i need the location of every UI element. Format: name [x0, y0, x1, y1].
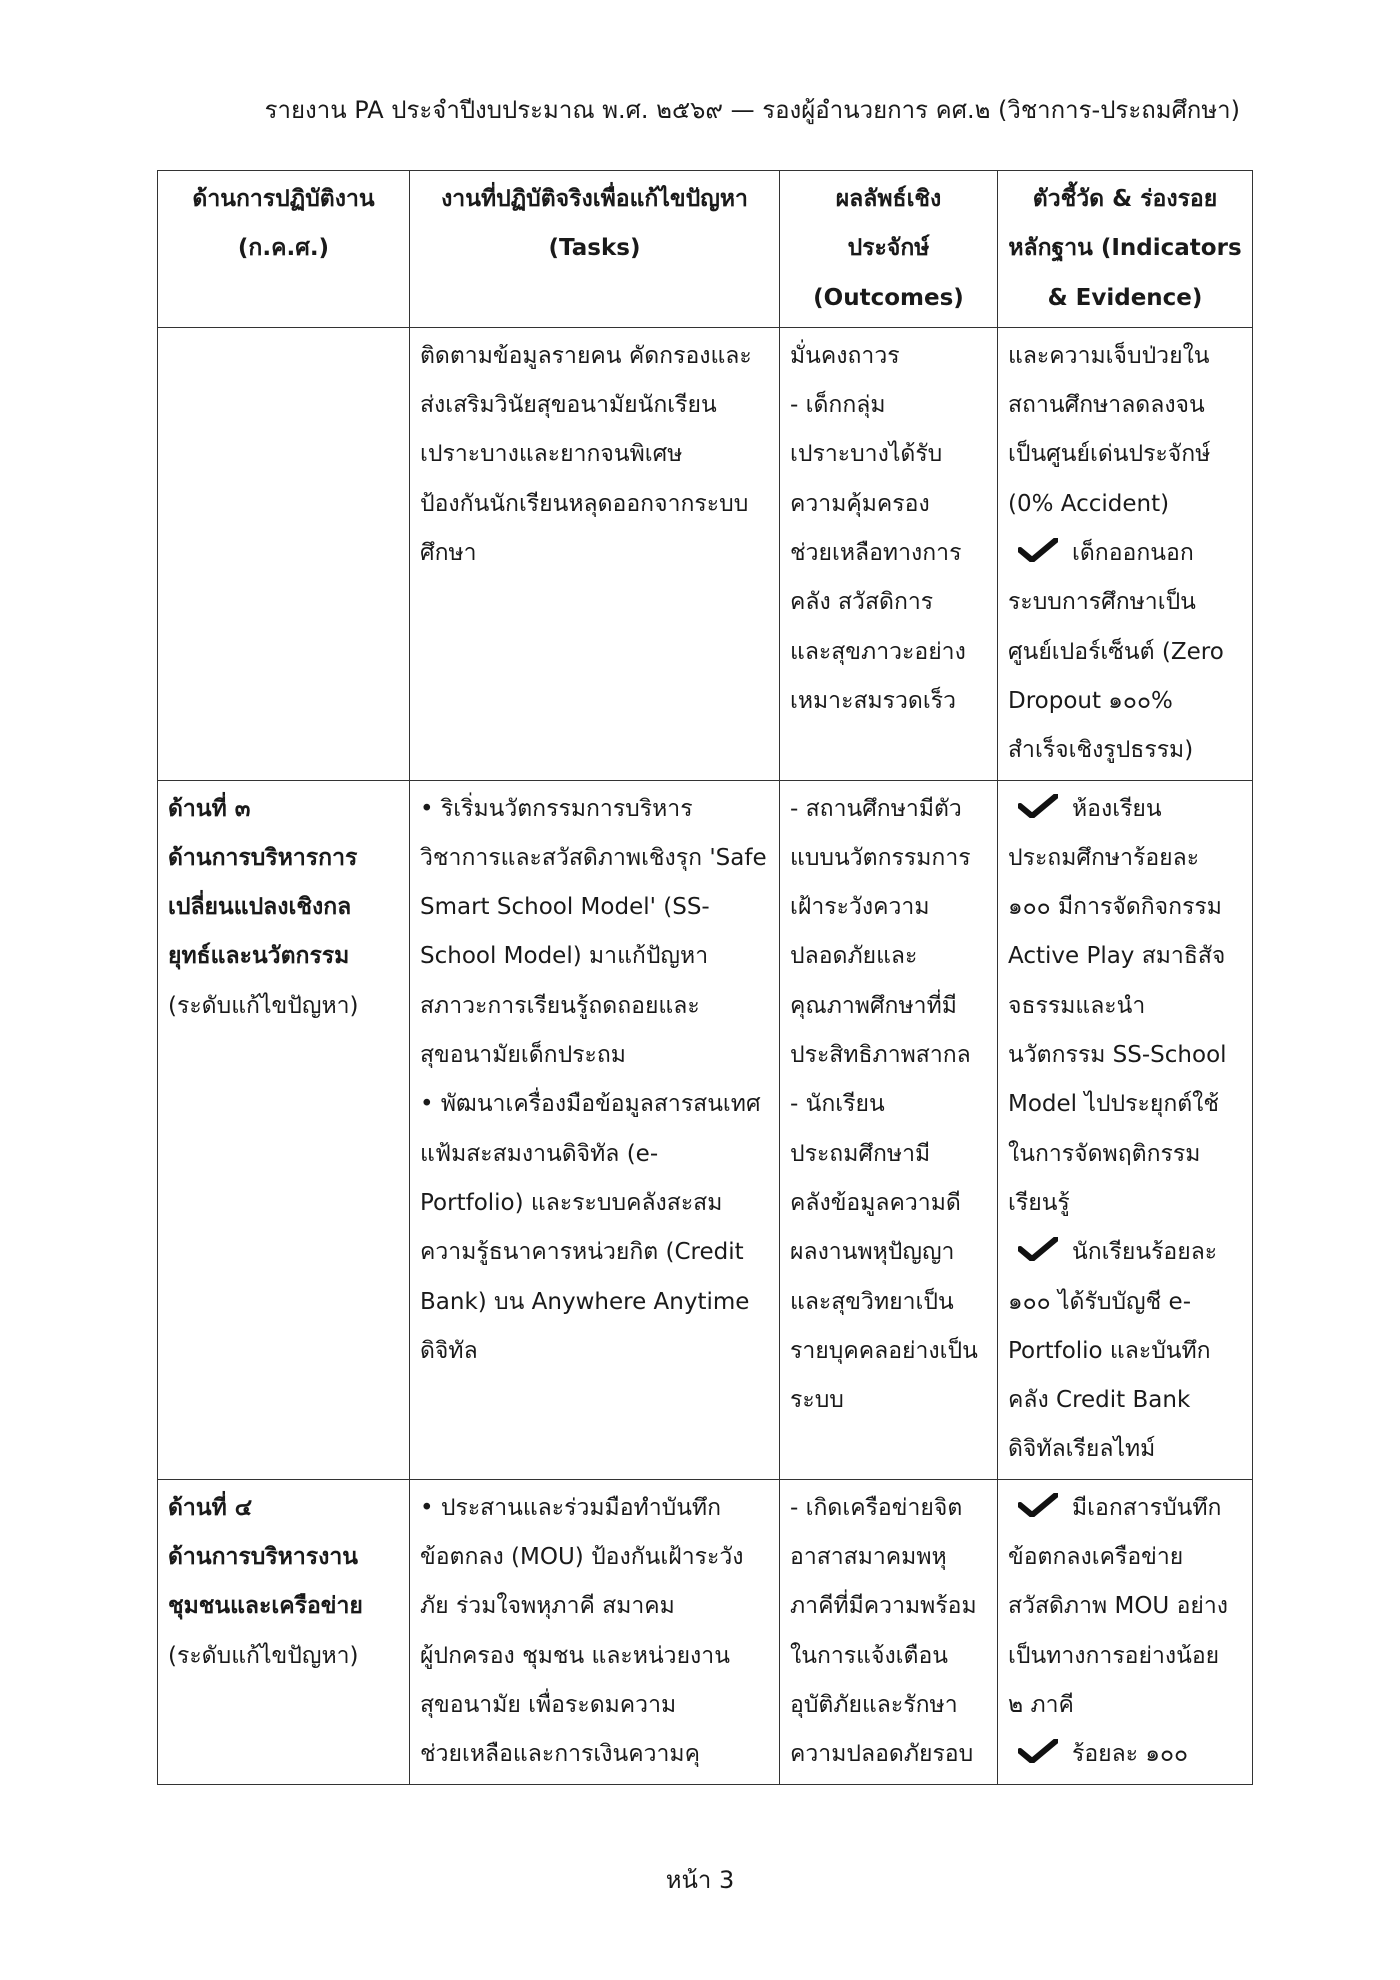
- outcome-line: อาสาสมาคมพหุ: [790, 1544, 947, 1571]
- evidence-line: [1008, 1228, 1242, 1277]
- task-line: • ประสานและร่วมมือทำบันทึก: [420, 1494, 722, 1521]
- domain-title-line: ด้านการบริหารการ: [168, 844, 358, 871]
- checkmark-icon: [1018, 794, 1058, 818]
- evidence-line: ๑๐๐ ได้รับบัญชี e-: [1008, 1288, 1192, 1315]
- column-header-line: งานที่ปฏิบัติจริงเพื่อแก้ไขปัญหา: [441, 186, 748, 212]
- outcome-line: และสุขวิทยาเป็น: [790, 1288, 954, 1315]
- domain-level: (ระดับแก้ไขปัญหา): [168, 1642, 359, 1669]
- evidence-item: [1008, 332, 1242, 529]
- tasks-cell: [410, 780, 780, 1479]
- domain-level: (ระดับแก้ไขปัญหา): [168, 992, 359, 1019]
- column-header-line: หลักฐาน (Indicators: [1008, 235, 1242, 262]
- evidence-line: ๑๐๐ มีการจัดกิจกรรม: [1008, 894, 1222, 921]
- outcome-line: คุณภาพศึกษาที่มี: [790, 992, 957, 1019]
- evidence-line: สวัสดิภาพ MOU อย่าง: [1008, 1593, 1229, 1620]
- task-line: วิชาการและสวัสดิภาพเชิงรุก 'Safe: [420, 844, 767, 871]
- evidence-line: ในการจัดพฤติกรรม: [1008, 1140, 1201, 1167]
- evidence-text: ห้องเรียน: [1072, 795, 1162, 822]
- outcome-line: คลังข้อมูลความดี: [790, 1189, 961, 1216]
- task-line: Portfolio) และระบบคลังสะสม: [420, 1189, 723, 1216]
- task-line: ส่งเสริมวินัยสุขอนามัยนักเรียน: [420, 392, 717, 419]
- outcomes-cell: [780, 780, 998, 1479]
- outcome-line: คลัง สวัสดิการ: [790, 589, 934, 616]
- evidence-line: ระบบการศึกษาเป็น: [1008, 589, 1196, 616]
- task-line: สุขอนามัยเด็กประถม: [420, 1042, 626, 1069]
- evidence-item: [1008, 529, 1242, 775]
- task-line: ข้อตกลง (MOU) ป้องกันเฝ้าระวัง: [420, 1544, 744, 1571]
- evidence-line: ๒ ภาคี: [1008, 1691, 1074, 1718]
- evidence-text: ร้อยละ ๑๐๐: [1072, 1741, 1189, 1768]
- task-line: • ริเริ่มนวัตกรรมการบริหาร: [420, 795, 693, 822]
- domain-title-line: ชุมชนและเครือข่าย: [168, 1593, 363, 1620]
- outcome-line: ผลงานพหุปัญญา: [790, 1239, 955, 1266]
- domain-cell: [158, 327, 410, 780]
- outcome-line: ความปลอดภัยรอบ: [790, 1741, 974, 1768]
- evidence-line: Dropout ๑๐๐%: [1008, 687, 1173, 714]
- domain-title-line: ด้านการบริหารงาน: [168, 1544, 359, 1571]
- evidence-item: [1008, 785, 1242, 1229]
- domain-title-line: ด้านที่ ๔: [168, 1494, 253, 1521]
- column-header-outcomes: [780, 171, 998, 328]
- evidence-line: สำเร็จเชิงรูปธรรม): [1008, 737, 1194, 764]
- task-line: ภัย ร่วมใจพหุภาคี สมาคม: [420, 1593, 675, 1620]
- evidence-text: เด็กออกนอก: [1072, 540, 1194, 567]
- column-header-line: (ก.ค.ศ.): [237, 235, 330, 262]
- evidence-line: Portfolio และบันทึก: [1008, 1337, 1211, 1364]
- outcome-line: ประถมศึกษามี: [790, 1140, 931, 1167]
- task-line: ป้องกันนักเรียนหลุดออกจากระบบ: [420, 490, 749, 517]
- outcome-line: แบบนวัตกรรมการ: [790, 844, 971, 871]
- task-line: ดิจิทัล: [420, 1337, 478, 1364]
- evidence-line: เรียนรู้: [1008, 1189, 1070, 1216]
- outcome-line: และสุขภาวะอย่าง: [790, 638, 966, 665]
- evidence-line: ดิจิทัลเรียลไทม์: [1008, 1436, 1156, 1463]
- task-line: Smart School Model' (SS-: [420, 894, 710, 921]
- evidence-line: [1008, 529, 1242, 578]
- outcome-line: - เด็กกลุ่ม: [790, 392, 886, 419]
- outcome-line: ประสิทธิภาพสากล: [790, 1042, 971, 1069]
- outcome-line: เปราะบางได้รับ: [790, 441, 943, 468]
- running-header: รายงาน PA ประจำปีงบประมาณ พ.ศ. ๒๕๖๙ — รองผู้อำนวยการ คศ.๒ (วิชาการ-ประถมศึกษา): [264, 96, 1240, 124]
- outcome-line: เฝ้าระวังความ: [790, 894, 930, 921]
- task-line: แฟ้มสะสมงานดิจิทัล (e-: [420, 1140, 659, 1167]
- task-line: ศึกษา: [420, 540, 477, 567]
- table-row: [158, 327, 1253, 780]
- evidence-line: ศูนย์เปอร์เซ็นต์ (Zero: [1008, 638, 1224, 665]
- outcome-line: - เกิดเครือข่ายจิต: [790, 1494, 963, 1521]
- table-row: [158, 1479, 1253, 1784]
- evidence-line: และความเจ็บป่วยใน: [1008, 342, 1210, 369]
- outcomes-cell: [780, 327, 998, 780]
- domain-cell: [158, 1479, 410, 1784]
- domain-title-line: เปลี่ยนแปลงเชิงกล: [168, 894, 352, 921]
- page-number: หน้า 3: [665, 1866, 735, 1894]
- evidence-text: มีเอกสารบันทึก: [1072, 1494, 1222, 1521]
- column-header-domain: [158, 171, 410, 328]
- outcome-line: ความคุ้มครอง: [790, 490, 930, 517]
- task-line: สภาวะการเรียนรู้ถดถอยและ: [420, 992, 700, 1019]
- evidence-line: สถานศึกษาลดลงจน: [1008, 392, 1205, 419]
- domain-cell: [158, 780, 410, 1479]
- checkmark-icon: [1018, 1237, 1058, 1261]
- evidence-item: [1008, 1228, 1242, 1474]
- evidence-line: ข้อตกลงเครือข่าย: [1008, 1544, 1184, 1571]
- evidence-line: เป็นศูนย์เด่นประจักษ์: [1008, 441, 1211, 468]
- domain-title-line: ยุทธ์และนวัตกรรม: [168, 943, 350, 970]
- task-line: ความรู้ธนาคารหน่วยกิต (Credit: [420, 1239, 744, 1266]
- outcome-line: - สถานศึกษามีตัว: [790, 795, 962, 822]
- outcome-line: ระบบ: [790, 1387, 844, 1414]
- tasks-cell: [410, 1479, 780, 1784]
- outcomes-cell: [780, 1479, 998, 1784]
- column-header-line: ตัวชี้วัด & ร่องรอย: [1032, 186, 1218, 212]
- task-line: Bank) บน Anywhere Anytime: [420, 1288, 750, 1315]
- evidence-line: [1008, 1484, 1242, 1533]
- evidence-line: นวัตกรรม SS-School: [1008, 1042, 1227, 1069]
- column-header-line: ด้านการปฏิบัติงาน: [192, 186, 375, 212]
- task-line: เปราะบางและยากจนพิเศษ: [420, 441, 683, 468]
- tasks-cell: [410, 327, 780, 780]
- outcome-line: ในการแจ้งเตือน: [790, 1642, 949, 1669]
- evidence-line: (0% Accident): [1008, 490, 1170, 517]
- evidence-line: คลัง Credit Bank: [1008, 1387, 1191, 1414]
- evidence-item: [1008, 1730, 1242, 1779]
- table-header-row: [158, 171, 1253, 328]
- task-line: ช่วยเหลือและการเงินความคุ: [420, 1741, 700, 1768]
- column-header-line: (Outcomes): [813, 284, 964, 311]
- task-line: ผู้ปกครอง ชุมชน และหน่วยงาน: [420, 1642, 730, 1669]
- outcome-line: อุบัติภัยและรักษา: [790, 1691, 958, 1718]
- evidence-line: [1008, 1730, 1242, 1779]
- evidence-item: [1008, 1484, 1242, 1730]
- outcome-line: ภาคีที่มีความพร้อม: [790, 1593, 977, 1620]
- outcome-line: เหมาะสมรวดเร็ว: [790, 687, 956, 714]
- column-header-line: & Evidence): [1047, 284, 1203, 311]
- evidence-line: [1008, 785, 1242, 834]
- task-line: ติดตามข้อมูลรายคน คัดกรองและ: [420, 342, 752, 369]
- task-line: • พัฒนาเครื่องมือข้อมูลสารสนเทศ: [420, 1091, 761, 1118]
- evidence-line: จธรรมและนำ: [1008, 992, 1146, 1019]
- outcome-line: ช่วยเหลือทางการ: [790, 540, 962, 567]
- evidence-cell: [998, 780, 1253, 1479]
- table-row: [158, 780, 1253, 1479]
- column-header-line: (Tasks): [548, 235, 641, 262]
- evidence-line: Model ไปประยุกต์ใช้: [1008, 1091, 1220, 1118]
- evidence-cell: [998, 1479, 1253, 1784]
- table-body: [158, 327, 1253, 1784]
- outcome-line: มั่นคงถาวร: [790, 342, 900, 369]
- evidence-line: เป็นทางการอย่างน้อย: [1008, 1642, 1220, 1669]
- outcome-line: - นักเรียน: [790, 1091, 885, 1118]
- column-header-tasks: [410, 171, 780, 328]
- checkmark-icon: [1018, 1493, 1058, 1517]
- column-header-line: ผลลัพธ์เชิง: [835, 186, 942, 212]
- task-line: School Model) มาแก้ปัญหา: [420, 943, 709, 970]
- evidence-text: นักเรียนร้อยละ: [1072, 1239, 1218, 1266]
- evidence-line: ประถมศึกษาร้อยละ: [1008, 844, 1200, 871]
- task-line: สุขอนามัย เพื่อระดมความ: [420, 1691, 677, 1718]
- domain-title-line: ด้านที่ ๓: [168, 795, 251, 822]
- outcome-line: รายบุคคลอย่างเป็น: [790, 1337, 978, 1364]
- evidence-line: Active Play สมาธิสัจ: [1008, 943, 1226, 970]
- evidence-cell: [998, 327, 1253, 780]
- pa-table: [157, 170, 1253, 1785]
- column-header-evidence: [998, 171, 1253, 328]
- outcome-line: ปลอดภัยและ: [790, 943, 918, 970]
- checkmark-icon: [1018, 1739, 1058, 1763]
- checkmark-icon: [1018, 538, 1058, 562]
- column-header-line: ประจักษ์: [847, 235, 930, 262]
